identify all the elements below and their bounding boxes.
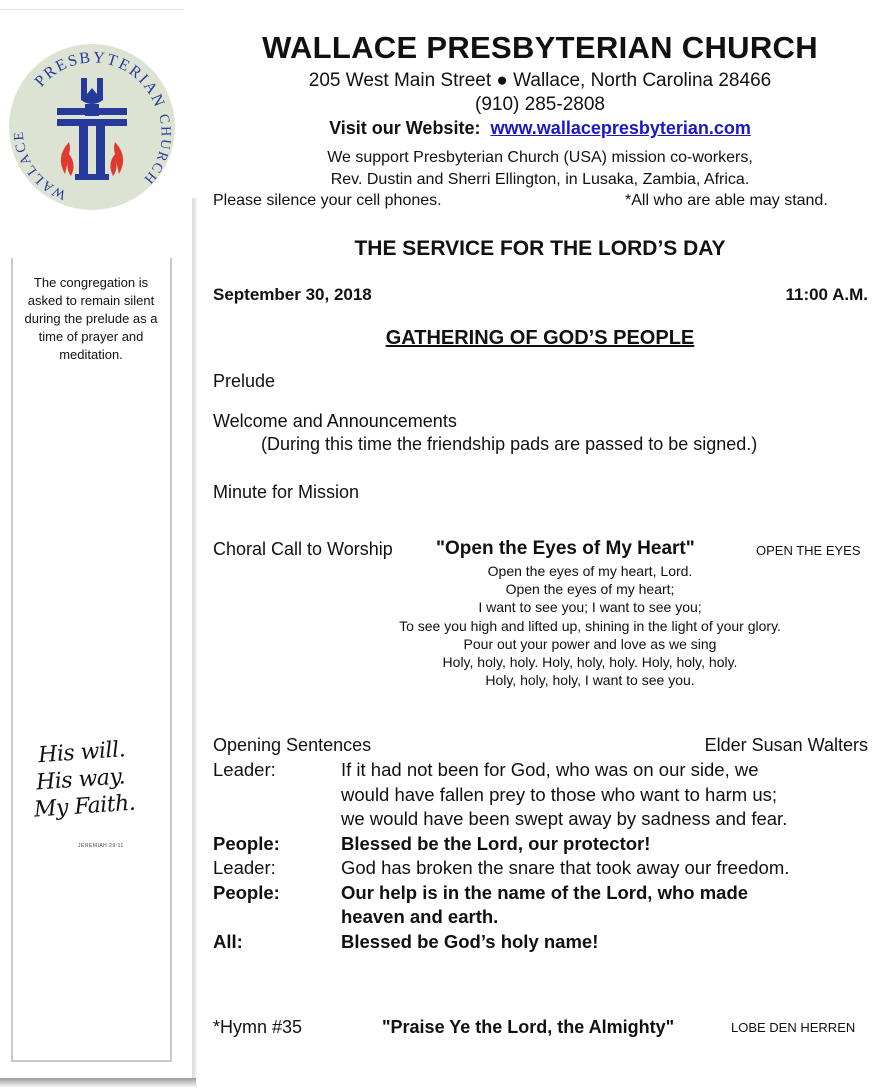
litany-text: we would have been swept away by sadness and fear. (341, 808, 788, 829)
litany-role: People: (213, 881, 280, 903)
litany-line (213, 930, 873, 955)
service-time: 11:00 A.M. (785, 285, 868, 304)
church-name: WALLACE PRESBYTERIAN CHURCH (262, 30, 818, 65)
lyric-line: Holy, holy, holy. Holy, holy, holy. Holy, holy, holy. (442, 654, 738, 671)
script-quote-graphic (33, 734, 162, 823)
lyric-line: To see you high and lifted up, shining in the light of your glory. (399, 617, 781, 634)
litany-role (213, 783, 341, 808)
order-item-minute-for-mission: Minute for Mission (213, 482, 360, 502)
quote-line: His way. (35, 764, 126, 796)
top-divider (0, 9, 183, 10)
choral-call-label: Choral Call to Worship (213, 539, 393, 559)
logo-ring-text-right: CHURCH (139, 112, 173, 188)
hymn-tune: LOBE DEN HERREN (731, 1020, 856, 1035)
section-heading-text: GATHERING OF GOD’S PEOPLE (385, 327, 695, 349)
litany-text: Blessed be the Lord, our protector! (341, 832, 651, 854)
litany-role: Leader: (213, 857, 276, 878)
litany-text: would have fallen prey to those who want to harm us; (341, 783, 778, 805)
litany-line (213, 758, 873, 783)
choral-call-title: "Open the Eyes of My Heart" (436, 538, 695, 559)
litany-role: Leader: (213, 759, 276, 780)
order-item-welcome: Welcome and Announcements (213, 411, 457, 431)
litany (213, 758, 873, 954)
hymn-title: "Praise Ye the Lord, the Almighty" (382, 1017, 675, 1037)
service-title: THE SERVICE FOR THE LORD’S DAY (354, 237, 726, 260)
church-phone: (910) 285-2808 (475, 94, 605, 115)
litany-role (213, 807, 341, 832)
litany-text: Blessed be God’s holy name! (341, 930, 599, 952)
litany-line (213, 832, 873, 857)
litany-line (213, 881, 873, 906)
order-item-prelude: Prelude (213, 371, 276, 391)
logo-ring-text-left: WALLACE (11, 129, 69, 202)
logo-ring-text-top: PRESBYTERIAN (31, 49, 169, 111)
sidebar-frame (11, 258, 172, 1062)
quote-line: My Faith. (33, 790, 137, 823)
lyric-line: Holy, holy, holy, I want to see you. (485, 672, 695, 689)
choral-lyrics (200, 562, 896, 689)
stand-note: *All who are able may stand. (625, 192, 828, 209)
church-address: 205 West Main Street ● Wallace, North Carolina 28466 (308, 70, 772, 91)
website-line (200, 118, 880, 139)
opening-sentences-leader: Elder Susan Walters (704, 735, 868, 755)
sidebar-shadow (192, 198, 197, 1088)
litany-role: People: (213, 832, 280, 854)
lyric-line: Pour out your power and love as we sing (463, 635, 717, 652)
hymn-label: *Hymn #35 (213, 1017, 303, 1037)
welcome-note: (During this time the friendship pads are passed to be signed.) (261, 434, 758, 454)
choral-call-tune: OPEN THE EYES (756, 543, 861, 558)
litany-line (213, 783, 873, 808)
quote-line: His will. (37, 737, 126, 769)
sidebar-bottom-shadow (0, 1078, 196, 1088)
litany-role: All: (213, 930, 243, 952)
litany-line (213, 905, 873, 930)
opening-sentences-label: Opening Sentences (213, 735, 372, 755)
litany-text: Our help is in the name of the Lord, who made (341, 881, 749, 903)
lyric-line: Open the eyes of my heart, Lord. (487, 563, 693, 579)
silence-phones-note: Please silence your cell phones. (213, 192, 442, 209)
website-link[interactable]: www.wallacepresbyterian.com (490, 118, 751, 138)
section-heading (200, 327, 880, 350)
quote-reference: JEREMIAH 29:11 (78, 843, 124, 849)
litany-role (213, 905, 341, 930)
litany-text: heaven and earth. (341, 906, 499, 927)
mission-support-line-1: We support Presbyterian Church (USA) mission co-workers, (327, 149, 753, 166)
mission-support-line-2: Rev. Dustin and Sherri Ellington, in Lusaka, Zambia, Africa. (330, 171, 750, 188)
litany-line (213, 856, 873, 881)
lyric-line: Open the eyes of my heart; (505, 581, 675, 598)
prelude-silence-note: The congregation is asked to remain silent during the prelude as a time of prayer and meditation. (24, 275, 158, 362)
litany-text: God has broken the snare that took away our freedom. (341, 857, 790, 878)
litany-text: If it had not been for God, who was on our side, we (341, 759, 759, 780)
church-logo (7, 42, 177, 212)
website-label: Visit our Website: (329, 118, 481, 138)
lyric-line: I want to see you; I want to see you; (478, 599, 702, 616)
service-date: September 30, 2018 (213, 285, 372, 304)
litany-line (213, 807, 873, 832)
